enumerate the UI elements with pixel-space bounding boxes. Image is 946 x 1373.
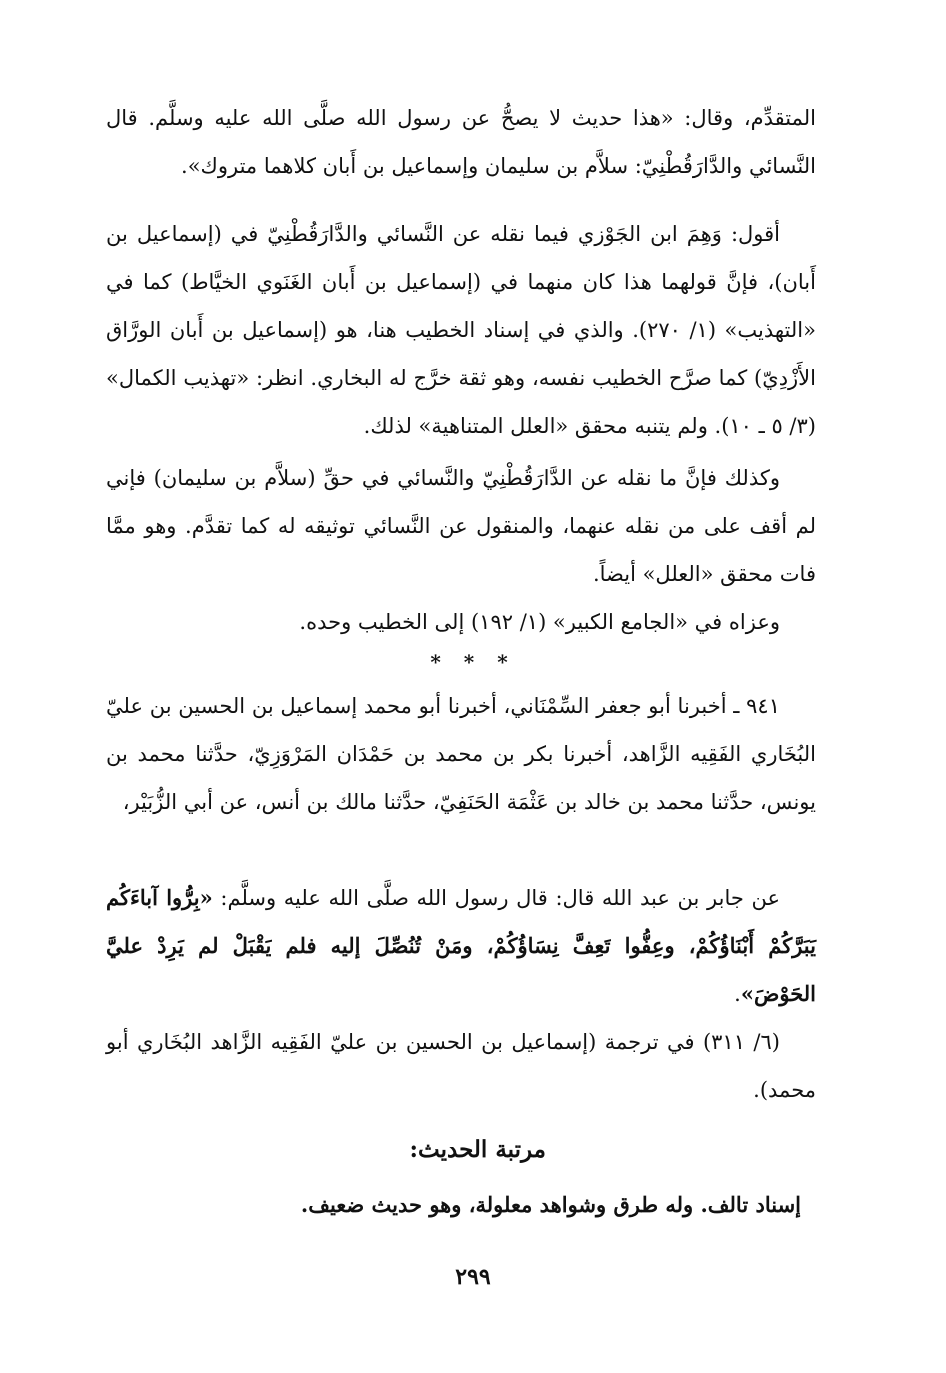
paragraph-attribution: وعزاه في «الجامع الكبير» (١/ ١٩٢) إلى الخطيب وحده. bbox=[299, 610, 780, 634]
hadith-matn-end: . bbox=[734, 982, 741, 1006]
grade-text: إسناد تالف. وله طرق وشواهد معلولة، وهو حديث ضعيف. bbox=[300, 1192, 801, 1217]
hadith-matn-intro: عن جابر بن عبد الله قال: قال رسول الله صلَّى الله عليه وسلَّم: bbox=[212, 886, 780, 910]
paragraph-continuation: المتقدِّم، وقال: «هذا حديث لا يصحُّ عن رسول الله صلَّى الله عليه وسلَّم. قال النَّسائي والدَّارَقُطْنِيّ: سلاَّم بن سليمان وإسماعيل بن أَبان كلاهما متروك». bbox=[106, 106, 816, 178]
hadith-reference: (٦/ ٣١١) في ترجمة (إسماعيل بن الحسين بن عليّ الفَقِيه الزَّاهد البُخَاري أبو محمد). bbox=[106, 1030, 816, 1102]
section-separator: * * * bbox=[430, 650, 516, 674]
page-number: ٢٩٩ bbox=[455, 1264, 491, 1290]
hadith-isnad: ٩٤١ ـ أخبرنا أبو جعفر السِّمْنَاني، أخبرنا أبو محمد إسماعيل بن الحسين بن عليّ البُخَاري الفَقِيه الزَّاهد، أخبرنا بكر بن محمد بن حَمْدَان المَرْوَزِيّ، حدَّثنا محمد بن يونس، حدَّثنا محمد بن خالد بن عَثْمَة الحَنَفِيّ، حدَّثنا مالك بن أنس، عن أبي الزُّبَيْر، bbox=[106, 694, 816, 814]
hadith-matn bbox=[106, 874, 816, 1018]
paragraph-commentary-1: أقول: وَهِمَ ابن الجَوْزي فيما نقله عن النَّسائي والدَّارَقُطْنِيّ في (إسماعيل بن أَبان)، فإنَّ قولهما هذا كان منهما في (إسماعيل بن أَبان الغَنَوي الخيَّاط) كما في «التهذيب» (١/ ٢٧٠). والذي في إسناد الخطيب هنا، هو (إسماعيل بن أَبان الورَّاق الأَزْدِيّ) كما صرَّح الخطيب نفسه، وهو ثقة خرَّج له البخاري. انظر: «تهذيب الكمال» (٣/ ٥ ـ ١٠). ولم يتنبه محقق «العلل المتناهية» لذلك. bbox=[106, 222, 816, 438]
grade-heading: مرتبة الحديث: bbox=[409, 1136, 546, 1163]
hadith-matn-text: «بِرُّوا آباءَكُم يَبَرَّكُمْ أَبْنَاؤُكُمْ، وعِفُّوا تَعِفَّ نِسَاؤُكُمْ، ومَنْ تُنُصِّلَ إليه فلم يَقْبَلْ لم يَرِدْ عليَّ الحَوْضَ» bbox=[106, 885, 816, 1006]
paragraph-commentary-2: وكذلك فإنَّ ما نقله عن الدَّارَقُطْنِيّ والنَّسائي في حقِّ (سلاَّم بن سليمان) فإني لم أقف على من نقله عنهما، والمنقول عن النَّسائي توثيقه له كما تقدَّم. وهو ممَّا فات محقق «العلل» أيضاً. bbox=[106, 466, 816, 586]
